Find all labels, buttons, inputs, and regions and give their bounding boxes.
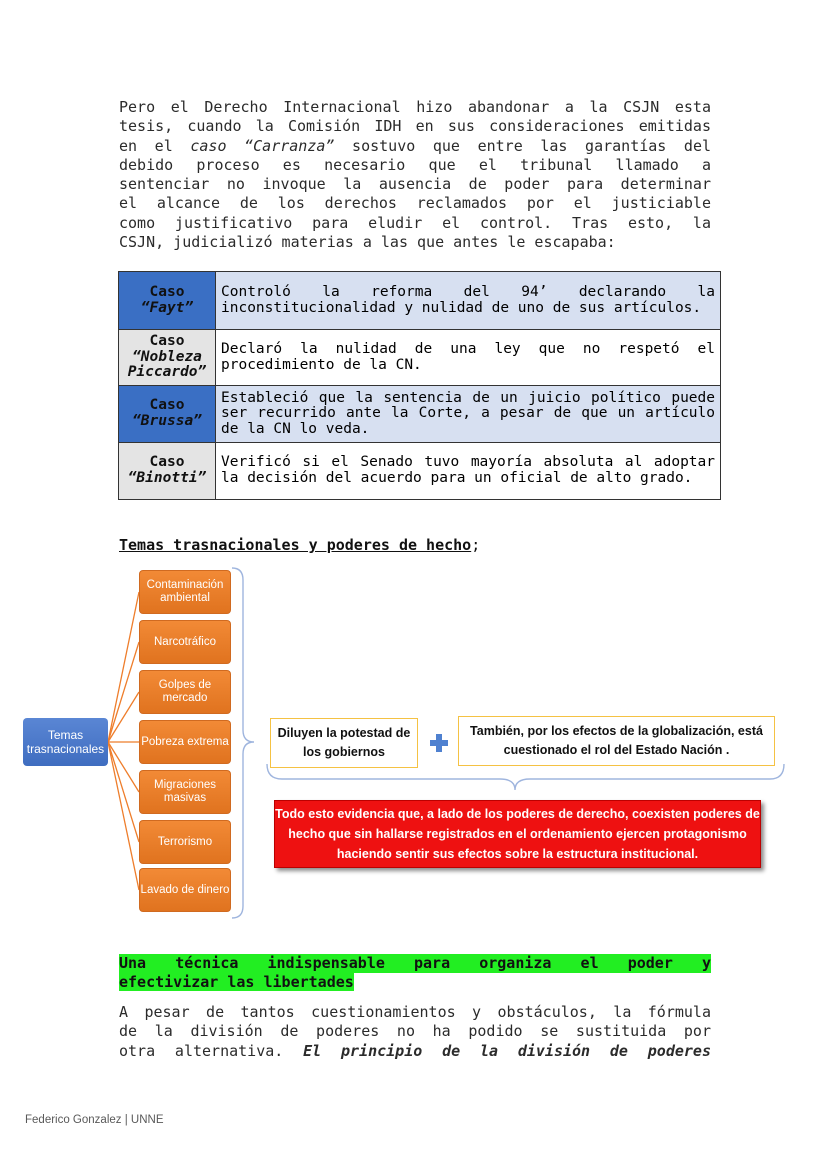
case-word: Caso xyxy=(149,454,185,471)
heading-suffix: ; xyxy=(471,536,481,554)
paragraph-line: debido proceso es necesario que el tribunal llamado a xyxy=(119,155,711,174)
italic-term: caso xyxy=(190,136,227,155)
connector-line xyxy=(108,742,139,842)
topic-node: Golpes de mercado xyxy=(139,670,231,714)
paragraph-division-poderes xyxy=(119,1003,711,1061)
connector-line xyxy=(108,742,139,890)
emphasis-text: El principio de la división de poderes xyxy=(303,1041,711,1060)
connector-line xyxy=(108,592,139,742)
topic-node: Lavado de dinero xyxy=(139,868,231,912)
case-description: Controló la reforma del 94’ declarando la inconstitucionalidad y nulidad de uno de sus artículos. xyxy=(216,272,721,330)
case-name: “Nobleza Piccardo” xyxy=(127,348,207,381)
topic-node: Pobreza extrema xyxy=(139,720,231,764)
case-name: “Brussa” xyxy=(132,413,202,429)
paragraph-line: CSJN, judicializó materias a las que antes le escapaba: xyxy=(119,233,616,252)
case-name-carranza: “Carranza” xyxy=(244,136,335,155)
plus-icon xyxy=(430,734,448,752)
paragraph-line: de la división de poderes no ha podido se sustituida por xyxy=(119,1022,711,1041)
highlighted-text: efectivizar las libertades xyxy=(119,973,354,991)
heading-line: Una técnica indispensable para organiza el poder y xyxy=(119,954,711,972)
topic-node: Migraciones masivas xyxy=(139,770,231,814)
connector-line xyxy=(108,642,139,742)
case-description: Estableció que la sentencia de un juicio político puede ser recurrido ante la Corte, a pesar de que un artículo de la CN lo veda. xyxy=(216,386,721,443)
paragraph-line: Pero el Derecho Internacional hizo abandonar a la CSJN esta xyxy=(119,98,711,116)
root-node-temas: Temas trasnacionales xyxy=(23,718,108,766)
callout-globalizacion: También, por los efectos de la globalización, está cuestionado el rol del Estado Nación . xyxy=(458,716,775,766)
page-footer: Federico Gonzalez | UNNE xyxy=(25,1114,164,1126)
topic-node: Narcotráfico xyxy=(139,620,231,664)
topic-node: Contaminación ambiental xyxy=(139,570,231,614)
section-heading-tecnica xyxy=(119,954,711,992)
case-description: Declaró la nulidad de una ley que no respetó el procedimiento de la CN. xyxy=(216,330,721,386)
case-name: “Fayt” xyxy=(140,299,194,316)
right-brace xyxy=(232,568,254,918)
paragraph-line: tesis, cuando la Comisión IDH en sus consideraciones emitidas xyxy=(119,117,711,136)
text-fragment: en el xyxy=(119,136,191,155)
paragraph-line: sentenciar no invoque la ausencia de poder para determinar xyxy=(119,175,711,194)
case-word: Caso xyxy=(149,283,185,300)
topic-node: Terrorismo xyxy=(139,820,231,864)
text-fragment: sostuvo que entre las garantías del xyxy=(334,136,712,155)
paragraph-line: el alcance de los derechos reclamados por el justiciable xyxy=(119,194,711,213)
text-fragment: otra alternativa. xyxy=(119,1041,304,1060)
paragraph-line: como justificativo para eludir el control. Tras esto, la xyxy=(119,213,711,232)
case-name: “Binotti” xyxy=(127,470,207,486)
case-word: Caso xyxy=(149,333,185,350)
paragraph-line xyxy=(119,1042,711,1061)
callout-poderes-de-hecho: Todo esto evidencia que, a lado de los poderes de derecho, coexisten poderes de hecho que sin hallarse registrados en el ordenamiento ejercen protagonismo haciendo sentir sus efectos sobre la estructura institucional. xyxy=(274,800,761,868)
heading-text: Temas trasnacionales y poderes de hecho xyxy=(119,536,472,554)
heading-line xyxy=(119,973,711,992)
case-description: Verificó si el Senado tuvo mayoría absoluta al adoptar la decisión del acuerdo para un oficial de alto grado. xyxy=(216,443,721,500)
case-word: Caso xyxy=(149,397,185,414)
callout-diluyen: Diluyen la potestad de los gobiernos xyxy=(270,718,418,768)
paragraph-line: A pesar de tantos cuestionamientos y obstáculos, la fórmula xyxy=(119,1003,711,1021)
